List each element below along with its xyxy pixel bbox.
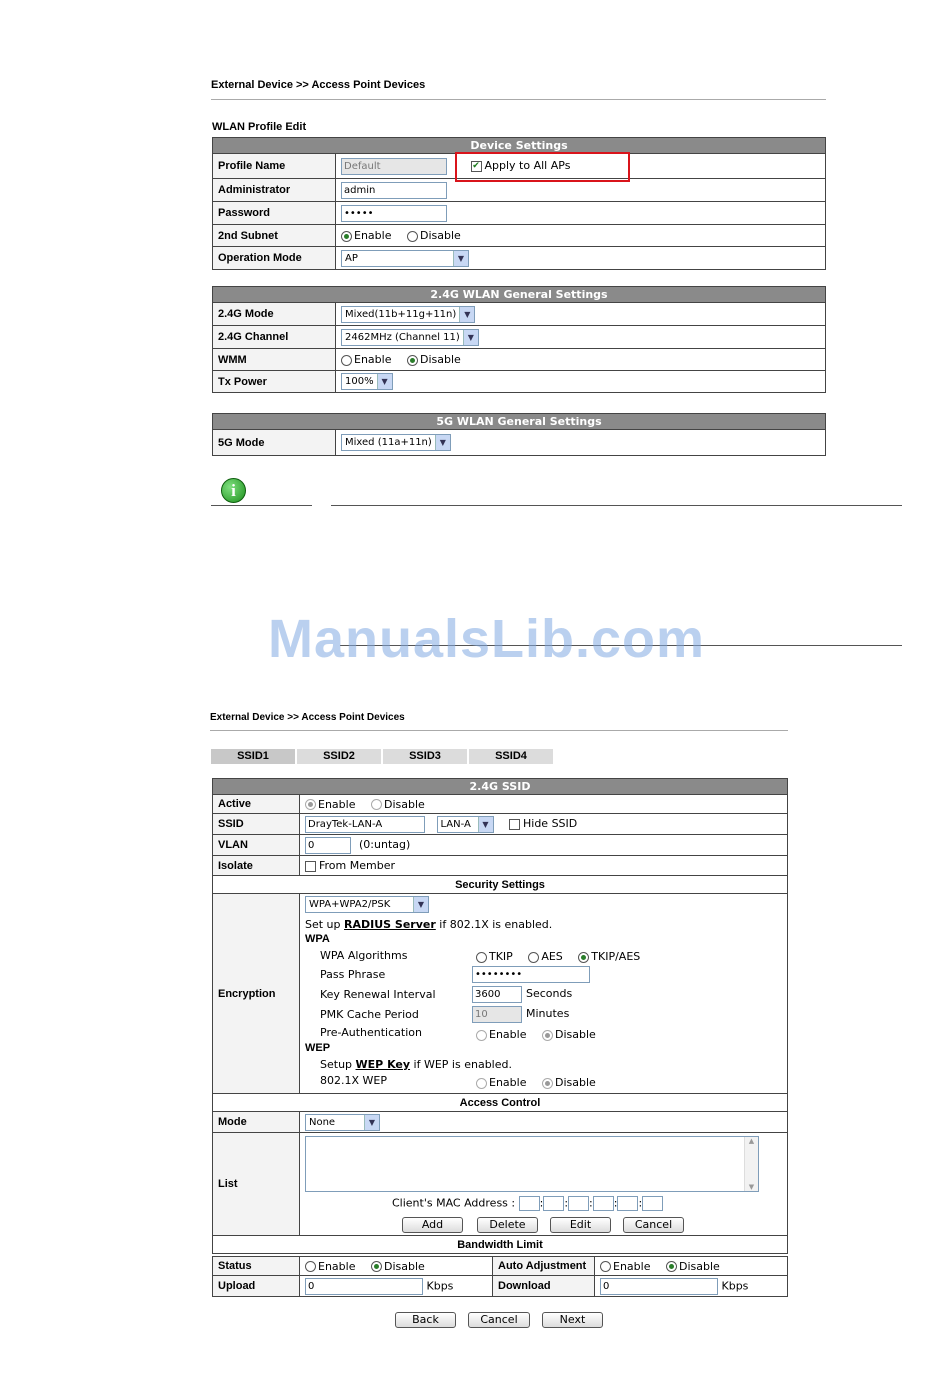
list-cell bbox=[300, 1133, 788, 1236]
radio-icon[interactable] bbox=[476, 952, 487, 963]
g5-mode-value: Mixed (11a+11n) bbox=[345, 437, 432, 448]
enable-text: Enable bbox=[489, 1076, 527, 1089]
radio-icon[interactable] bbox=[407, 231, 418, 242]
isolate-member-checkbox-wrap[interactable] bbox=[305, 859, 395, 872]
wep-row bbox=[320, 1058, 512, 1071]
status-label: Status bbox=[213, 1257, 300, 1276]
lan-select[interactable] bbox=[437, 816, 494, 833]
checkbox-checked-icon[interactable]: ✔ bbox=[472, 160, 480, 171]
divider bbox=[211, 99, 826, 100]
auto-enable-option[interactable] bbox=[600, 1260, 650, 1273]
admin-input[interactable]: admin bbox=[341, 182, 447, 199]
pass-label: Pass Phrase bbox=[320, 968, 386, 981]
wep-post: if WEP is enabled. bbox=[413, 1058, 512, 1071]
renew-input[interactable]: 3600 bbox=[472, 986, 522, 1003]
profile-name-input[interactable]: Default bbox=[341, 158, 447, 175]
vlan-label: VLAN bbox=[213, 835, 300, 856]
divider bbox=[210, 730, 788, 731]
encryption-label: Encryption bbox=[213, 894, 300, 1094]
alg-tkip-text: TKIP bbox=[489, 950, 513, 963]
section-title: WLAN Profile Edit bbox=[212, 121, 307, 133]
divider bbox=[211, 505, 312, 506]
back-button[interactable]: Back bbox=[395, 1312, 456, 1328]
ssid-label: SSID bbox=[213, 814, 300, 835]
subnet-disable-option[interactable] bbox=[407, 229, 461, 242]
pmk-label: PMK Cache Period bbox=[320, 1008, 419, 1021]
radio-selected-icon[interactable] bbox=[578, 952, 589, 963]
subnet-enable-option[interactable] bbox=[341, 229, 391, 242]
renew-label: Key Renewal Interval bbox=[320, 988, 436, 1001]
radio-selected-icon[interactable] bbox=[542, 1030, 553, 1041]
enable-text: Enable bbox=[318, 797, 356, 811]
mode-select[interactable] bbox=[305, 1114, 380, 1131]
g24-mode-label: 2.4G Mode bbox=[213, 303, 336, 326]
mac-octet-1[interactable] bbox=[519, 1196, 540, 1211]
alg-aes-text: AES bbox=[541, 950, 563, 963]
mac-octet-4[interactable] bbox=[593, 1196, 614, 1211]
txpower-select[interactable] bbox=[341, 373, 393, 390]
alg-tkipaes-text: TKIP/AES bbox=[591, 950, 641, 963]
wep8021x-enable-option[interactable] bbox=[476, 1076, 526, 1089]
preauth-disable-option[interactable] bbox=[542, 1028, 596, 1041]
info-icon: i bbox=[221, 478, 246, 503]
access-header: Access Control bbox=[213, 1094, 788, 1112]
chevron-down-icon[interactable]: ▼ bbox=[364, 1115, 379, 1130]
chevron-down-icon[interactable]: ▼ bbox=[413, 897, 428, 912]
renew-unit: Seconds bbox=[526, 987, 573, 1000]
next-button[interactable]: Next bbox=[542, 1312, 603, 1328]
chevron-down-icon[interactable]: ▼ bbox=[463, 330, 478, 345]
radio-icon[interactable] bbox=[600, 1261, 611, 1272]
hide-ssid-label: Hide SSID bbox=[523, 817, 578, 830]
radio-icon[interactable] bbox=[528, 952, 539, 963]
radius-row bbox=[305, 918, 552, 931]
upload-input[interactable]: 0 bbox=[305, 1278, 423, 1295]
disable-text: Disable bbox=[383, 1259, 425, 1273]
wmm-enable-option[interactable] bbox=[341, 353, 391, 366]
wep8021x-label: 802.1X WEP bbox=[320, 1074, 387, 1087]
active-disable-option[interactable] bbox=[371, 798, 425, 811]
lan-value: LAN-A bbox=[440, 818, 471, 830]
g24-mode-value: Mixed(11b+11g+11n) bbox=[345, 308, 457, 320]
status-enable-option[interactable] bbox=[305, 1260, 355, 1273]
add-button[interactable]: Add bbox=[402, 1217, 463, 1233]
enable-text: Enable bbox=[354, 229, 392, 242]
g5-mode-select[interactable] bbox=[341, 434, 451, 451]
tab-ssid3[interactable]: SSID3 bbox=[383, 749, 467, 764]
watermark: ManualsLib.com bbox=[268, 609, 706, 669]
encryption-value: WPA+WPA2/PSK bbox=[309, 899, 391, 910]
g24-header: 2.4G WLAN General Settings bbox=[213, 287, 826, 303]
auto-disable-option[interactable] bbox=[666, 1260, 720, 1273]
enable-text: Enable bbox=[318, 1259, 356, 1273]
ssid-input[interactable]: DrayTek-LAN-A bbox=[305, 816, 425, 833]
upload-label: Upload bbox=[213, 1276, 300, 1297]
wep8021x-options bbox=[476, 1076, 608, 1089]
radio-icon[interactable] bbox=[476, 1030, 487, 1041]
breadcrumb: External Device >> Access Point Devices bbox=[210, 712, 405, 723]
disable-text: Disable bbox=[383, 797, 425, 811]
isolate-member-label: From Member bbox=[319, 859, 395, 872]
txpower-label: Tx Power bbox=[213, 371, 336, 393]
mode-label: Mode bbox=[213, 1112, 300, 1133]
g5-settings-table bbox=[212, 413, 826, 456]
radio-selected-icon[interactable] bbox=[542, 1078, 553, 1089]
opmode-label: Operation Mode bbox=[213, 247, 336, 270]
mode-value: None bbox=[309, 1116, 336, 1128]
wpa-title: WPA bbox=[305, 933, 330, 945]
mac-octet-2[interactable] bbox=[543, 1196, 564, 1211]
chevron-down-icon[interactable]: ▼ bbox=[478, 817, 493, 832]
opmode-value: AP bbox=[345, 252, 358, 264]
pmk-unit: Minutes bbox=[526, 1007, 570, 1020]
radio-selected-icon[interactable] bbox=[407, 355, 418, 366]
preauth-enable-option[interactable] bbox=[476, 1028, 526, 1041]
auto-adj-label: Auto Adjustment bbox=[493, 1257, 595, 1276]
divider bbox=[331, 505, 902, 506]
chevron-down-icon[interactable]: ▼ bbox=[459, 307, 474, 322]
scrollbar[interactable] bbox=[744, 1137, 758, 1191]
radius-pre: Set up bbox=[305, 918, 341, 931]
opmode-select[interactable] bbox=[341, 250, 469, 267]
highlight-box bbox=[455, 152, 630, 182]
disable-text: Disable bbox=[554, 1076, 596, 1089]
g24-channel-value: 2462MHz (Channel 11) bbox=[345, 331, 460, 343]
cancel-list-button[interactable]: Cancel bbox=[623, 1217, 684, 1233]
wmm-disable-option[interactable] bbox=[407, 353, 461, 366]
bandwidth-header: Bandwidth Limit bbox=[213, 1236, 788, 1254]
enable-text: Enable bbox=[354, 353, 392, 366]
device-settings-header: Device Settings bbox=[213, 138, 826, 154]
scroll-down-icon[interactable]: ▼ bbox=[748, 1183, 755, 1191]
preauth-label: Pre-Authentication bbox=[320, 1026, 422, 1039]
radio-icon[interactable] bbox=[371, 799, 382, 810]
g24-channel-select[interactable] bbox=[341, 329, 479, 346]
password-label: Password bbox=[213, 202, 336, 225]
vlan-hint: (0:untag) bbox=[359, 838, 411, 851]
g5-header: 5G WLAN General Settings bbox=[213, 414, 826, 430]
subnet-label: 2nd Subnet bbox=[213, 225, 336, 247]
ssid-settings-table bbox=[212, 778, 788, 1254]
txpower-value: 100% bbox=[345, 376, 374, 387]
mac-octet-5[interactable] bbox=[617, 1196, 638, 1211]
tab-ssid1[interactable]: SSID1 bbox=[211, 749, 295, 764]
ssid-header: 2.4G SSID bbox=[213, 779, 788, 795]
chevron-down-icon[interactable]: ▼ bbox=[435, 435, 450, 450]
mac-row: Client's MAC Address : : : : : : bbox=[392, 1196, 663, 1211]
g24-mode-select[interactable] bbox=[341, 306, 475, 323]
wmm-label: WMM bbox=[213, 349, 336, 371]
radio-selected-icon[interactable] bbox=[305, 799, 316, 810]
vlan-input[interactable]: 0 bbox=[305, 837, 351, 854]
g24-settings-table bbox=[212, 286, 826, 393]
status-disable-option[interactable] bbox=[371, 1260, 425, 1273]
pass-input[interactable]: •••••••• bbox=[472, 966, 590, 983]
active-label: Active bbox=[213, 795, 300, 814]
bandwidth-table bbox=[212, 1256, 788, 1297]
alg-tkipaes-option[interactable] bbox=[578, 950, 640, 963]
profile-name-label: Profile Name bbox=[213, 154, 336, 179]
pmk-input[interactable]: 10 bbox=[472, 1006, 522, 1023]
isolate-label: Isolate bbox=[213, 856, 300, 876]
radius-post: if 802.1X is enabled. bbox=[439, 918, 553, 931]
active-enable-option[interactable] bbox=[305, 798, 355, 811]
disable-text: Disable bbox=[419, 229, 461, 242]
download-label: Download bbox=[493, 1276, 595, 1297]
radio-selected-icon[interactable] bbox=[341, 231, 352, 242]
chevron-down-icon[interactable]: ▼ bbox=[453, 251, 468, 266]
g24-channel-label: 2.4G Channel bbox=[213, 326, 336, 349]
tab-ssid2[interactable]: SSID2 bbox=[297, 749, 381, 764]
encryption-cell bbox=[300, 894, 788, 1094]
chevron-down-icon[interactable]: ▼ bbox=[377, 374, 392, 389]
radio-icon[interactable] bbox=[305, 1261, 316, 1272]
radio-selected-icon[interactable] bbox=[666, 1261, 677, 1272]
g5-mode-label: 5G Mode bbox=[213, 430, 336, 456]
wpa-alg-label: WPA Algorithms bbox=[320, 949, 408, 962]
disable-text: Disable bbox=[678, 1259, 720, 1273]
wep-pre: Setup bbox=[320, 1058, 353, 1071]
wpa-alg-options bbox=[476, 950, 652, 963]
download-unit: Kbps bbox=[721, 1279, 749, 1292]
wep-key-link[interactable]: WEP Key bbox=[355, 1058, 411, 1071]
mac-label: Client's MAC Address : bbox=[392, 1196, 516, 1210]
mac-list-box[interactable] bbox=[305, 1136, 759, 1192]
alg-aes-option[interactable] bbox=[528, 950, 562, 963]
alg-tkip-option[interactable] bbox=[476, 950, 513, 963]
admin-label: Administrator bbox=[213, 179, 336, 202]
checkbox-icon[interactable] bbox=[509, 819, 520, 830]
security-header: Security Settings bbox=[213, 876, 788, 894]
preauth-options bbox=[476, 1028, 608, 1041]
apply-all-label: Apply to All APs bbox=[484, 159, 571, 172]
scroll-up-icon[interactable]: ▲ bbox=[748, 1137, 755, 1145]
edit-button[interactable]: Edit bbox=[550, 1217, 611, 1233]
upload-unit: Kbps bbox=[426, 1279, 454, 1292]
disable-text: Disable bbox=[419, 353, 461, 366]
enable-text: Enable bbox=[489, 1028, 527, 1041]
radio-icon[interactable] bbox=[341, 355, 352, 366]
tab-ssid4[interactable]: SSID4 bbox=[469, 749, 553, 764]
encryption-select[interactable] bbox=[305, 896, 429, 913]
enable-text: Enable bbox=[613, 1259, 651, 1273]
wep8021x-disable-option[interactable] bbox=[542, 1076, 596, 1089]
wep-title: WEP bbox=[305, 1042, 331, 1054]
disable-text: Disable bbox=[554, 1028, 596, 1041]
radio-selected-icon[interactable] bbox=[371, 1261, 382, 1272]
cancel-button[interactable]: Cancel bbox=[468, 1312, 530, 1328]
download-input[interactable]: 0 bbox=[600, 1278, 718, 1295]
mac-octet-6[interactable] bbox=[642, 1196, 663, 1211]
radio-icon[interactable] bbox=[476, 1078, 487, 1089]
radius-server-link[interactable]: RADIUS Server bbox=[344, 918, 436, 931]
hide-ssid-checkbox-wrap[interactable] bbox=[509, 817, 577, 830]
breadcrumb: External Device >> Access Point Devices bbox=[211, 79, 426, 91]
password-input[interactable]: ••••• bbox=[341, 205, 447, 222]
mac-octet-3[interactable] bbox=[568, 1196, 589, 1211]
delete-button[interactable]: Delete bbox=[477, 1217, 538, 1233]
list-label: List bbox=[213, 1133, 300, 1236]
checkbox-icon[interactable] bbox=[305, 861, 316, 872]
